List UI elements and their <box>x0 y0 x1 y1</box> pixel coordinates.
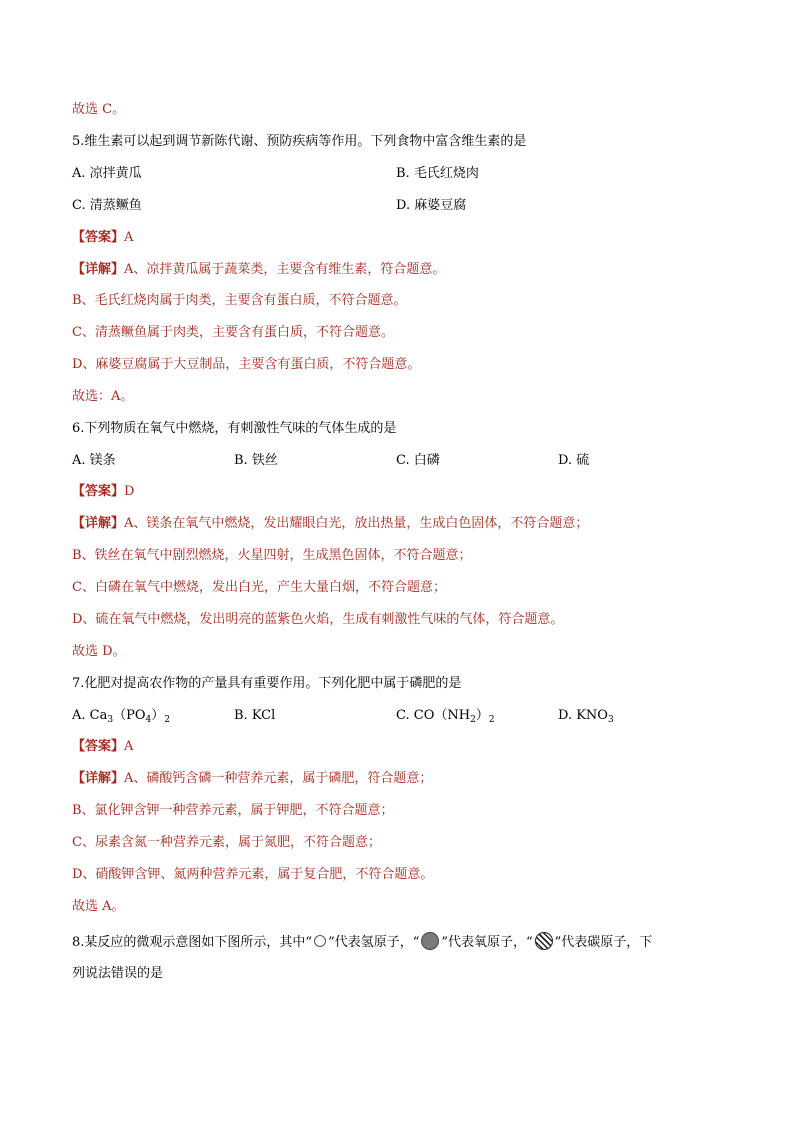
q7-option-d <box>558 707 614 725</box>
q7-detail-2: B、氯化钾含钾一种营养元素，属于钾肥，不符合题意； <box>72 803 394 818</box>
stem-text: 8.某反应的微观示意图如下图所示，其中“ <box>72 935 313 950</box>
detail-label: 【详解】 <box>72 771 125 786</box>
formula-text: ） <box>475 708 489 723</box>
q6-detail-4: D、硫在氧气中燃烧，发出明亮的蓝紫色火焰，生成有刺激性气味的气体，符合题意。 <box>72 612 564 627</box>
q6-detail-1 <box>72 515 588 533</box>
q5-detail-1 <box>72 261 445 279</box>
q6-option-d: D. 硫 <box>558 453 590 468</box>
answer-label: 【答案】 <box>72 230 125 245</box>
prev-conclusion: 故选 C。 <box>72 102 126 117</box>
stem-text: ”代表氢原子，“ <box>328 935 420 950</box>
q5-option-d: D. 麻婆豆腐 <box>396 198 467 213</box>
answer-value: A <box>124 739 134 754</box>
detail-label: 【详解】 <box>72 262 125 277</box>
answer-value: A <box>124 230 134 245</box>
q5-answer <box>72 229 133 247</box>
subscript: 2 <box>164 715 170 725</box>
q6-conclusion: 故选 D。 <box>72 644 126 659</box>
detail-text: A、磷酸钙含磷一种营养元素，属于磷肥，符合题意； <box>124 771 433 786</box>
subscript: 3 <box>607 715 614 725</box>
q6-option-b: B. 铁丝 <box>234 453 278 468</box>
q5-stem: 5.维生素可以起到调节新陈代谢、预防疾病等作用。下列食物中富含维生素的是 <box>72 134 527 149</box>
q7-detail-3: C、尿素含氮一种营养元素，属于氮肥，不符合题意； <box>72 835 381 850</box>
hydrogen-atom-icon <box>314 935 326 947</box>
q5-detail-3: C、清蒸鳜鱼属于肉类，主要含有蛋白质，不符合题意。 <box>72 325 394 340</box>
q5-option-b: B. 毛氏红烧肉 <box>396 166 479 181</box>
q7-detail-1 <box>72 770 432 788</box>
subscript: 2 <box>488 715 495 725</box>
q7-answer <box>72 738 133 756</box>
q7-stem: 7.化肥对提高农作物的产量具有重要作用。下列化肥中属于磷肥的是 <box>72 676 462 691</box>
answer-label: 【答案】 <box>72 484 125 499</box>
q6-option-a: A. 镁条 <box>72 453 116 468</box>
q5-option-a: A. 凉拌黄瓜 <box>72 166 142 181</box>
q6-answer <box>72 483 134 501</box>
q7-option-c <box>396 707 495 725</box>
q8-stem-line1 <box>72 932 652 952</box>
q5-option-c: C. 清蒸鳜鱼 <box>72 198 142 213</box>
answer-value: D <box>124 484 135 499</box>
stem-text: ”代表氧原子，“ <box>441 935 533 950</box>
q6-detail-3: C、白磷在氧气中燃烧，发出白光，产生大量白烟，不符合题意； <box>72 580 446 595</box>
subscript: 2 <box>470 715 476 725</box>
q6-option-c: C. 白磷 <box>396 453 440 468</box>
q6-stem: 6.下列物质在氧气中燃烧，有刺激性气味的气体生成的是 <box>72 421 397 436</box>
formula-text: ） <box>151 708 165 723</box>
formula-text: D. KNO <box>558 708 608 723</box>
q5-conclusion: 故选：A。 <box>72 389 134 404</box>
subscript: 3 <box>107 715 114 725</box>
q8-stem-line2: 列说法错误的是 <box>72 966 164 981</box>
q5-detail-4: D、麻婆豆腐属于大豆制品，主要含有蛋白质，不符合题意。 <box>72 357 421 372</box>
formula-text: （PO <box>113 708 146 723</box>
q7-option-a <box>72 707 170 725</box>
answer-label: 【答案】 <box>72 739 125 754</box>
detail-text: A、镁条在氧气中燃烧，发出耀眼白光，放出热量，生成白色固体，不符合题意； <box>124 516 589 531</box>
stem-text: ”代表碳原子，下 <box>554 935 653 950</box>
detail-label: 【详解】 <box>72 516 125 531</box>
q7-option-b: B. KCl <box>234 708 276 723</box>
q7-conclusion: 故选 A。 <box>72 899 125 914</box>
formula-text: C. CO（NH <box>396 708 471 723</box>
subscript: 4 <box>145 715 152 725</box>
carbon-atom-icon <box>535 932 553 950</box>
q6-detail-2: B、铁丝在氧气中剧烈燃烧，火星四射，生成黑色固体，不符合题意； <box>72 548 472 563</box>
q7-detail-4: D、硝酸钾含钾、氮两种营养元素，属于复合肥，不符合题意。 <box>72 867 434 882</box>
detail-text: A、凉拌黄瓜属于蔬菜类，主要含有维生素，符合题意。 <box>124 262 446 277</box>
q5-detail-2: B、毛氏红烧肉属于肉类，主要含有蛋白质，不符合题意。 <box>72 293 407 308</box>
formula-text: A. Ca <box>72 708 108 723</box>
oxygen-atom-icon <box>421 932 439 950</box>
